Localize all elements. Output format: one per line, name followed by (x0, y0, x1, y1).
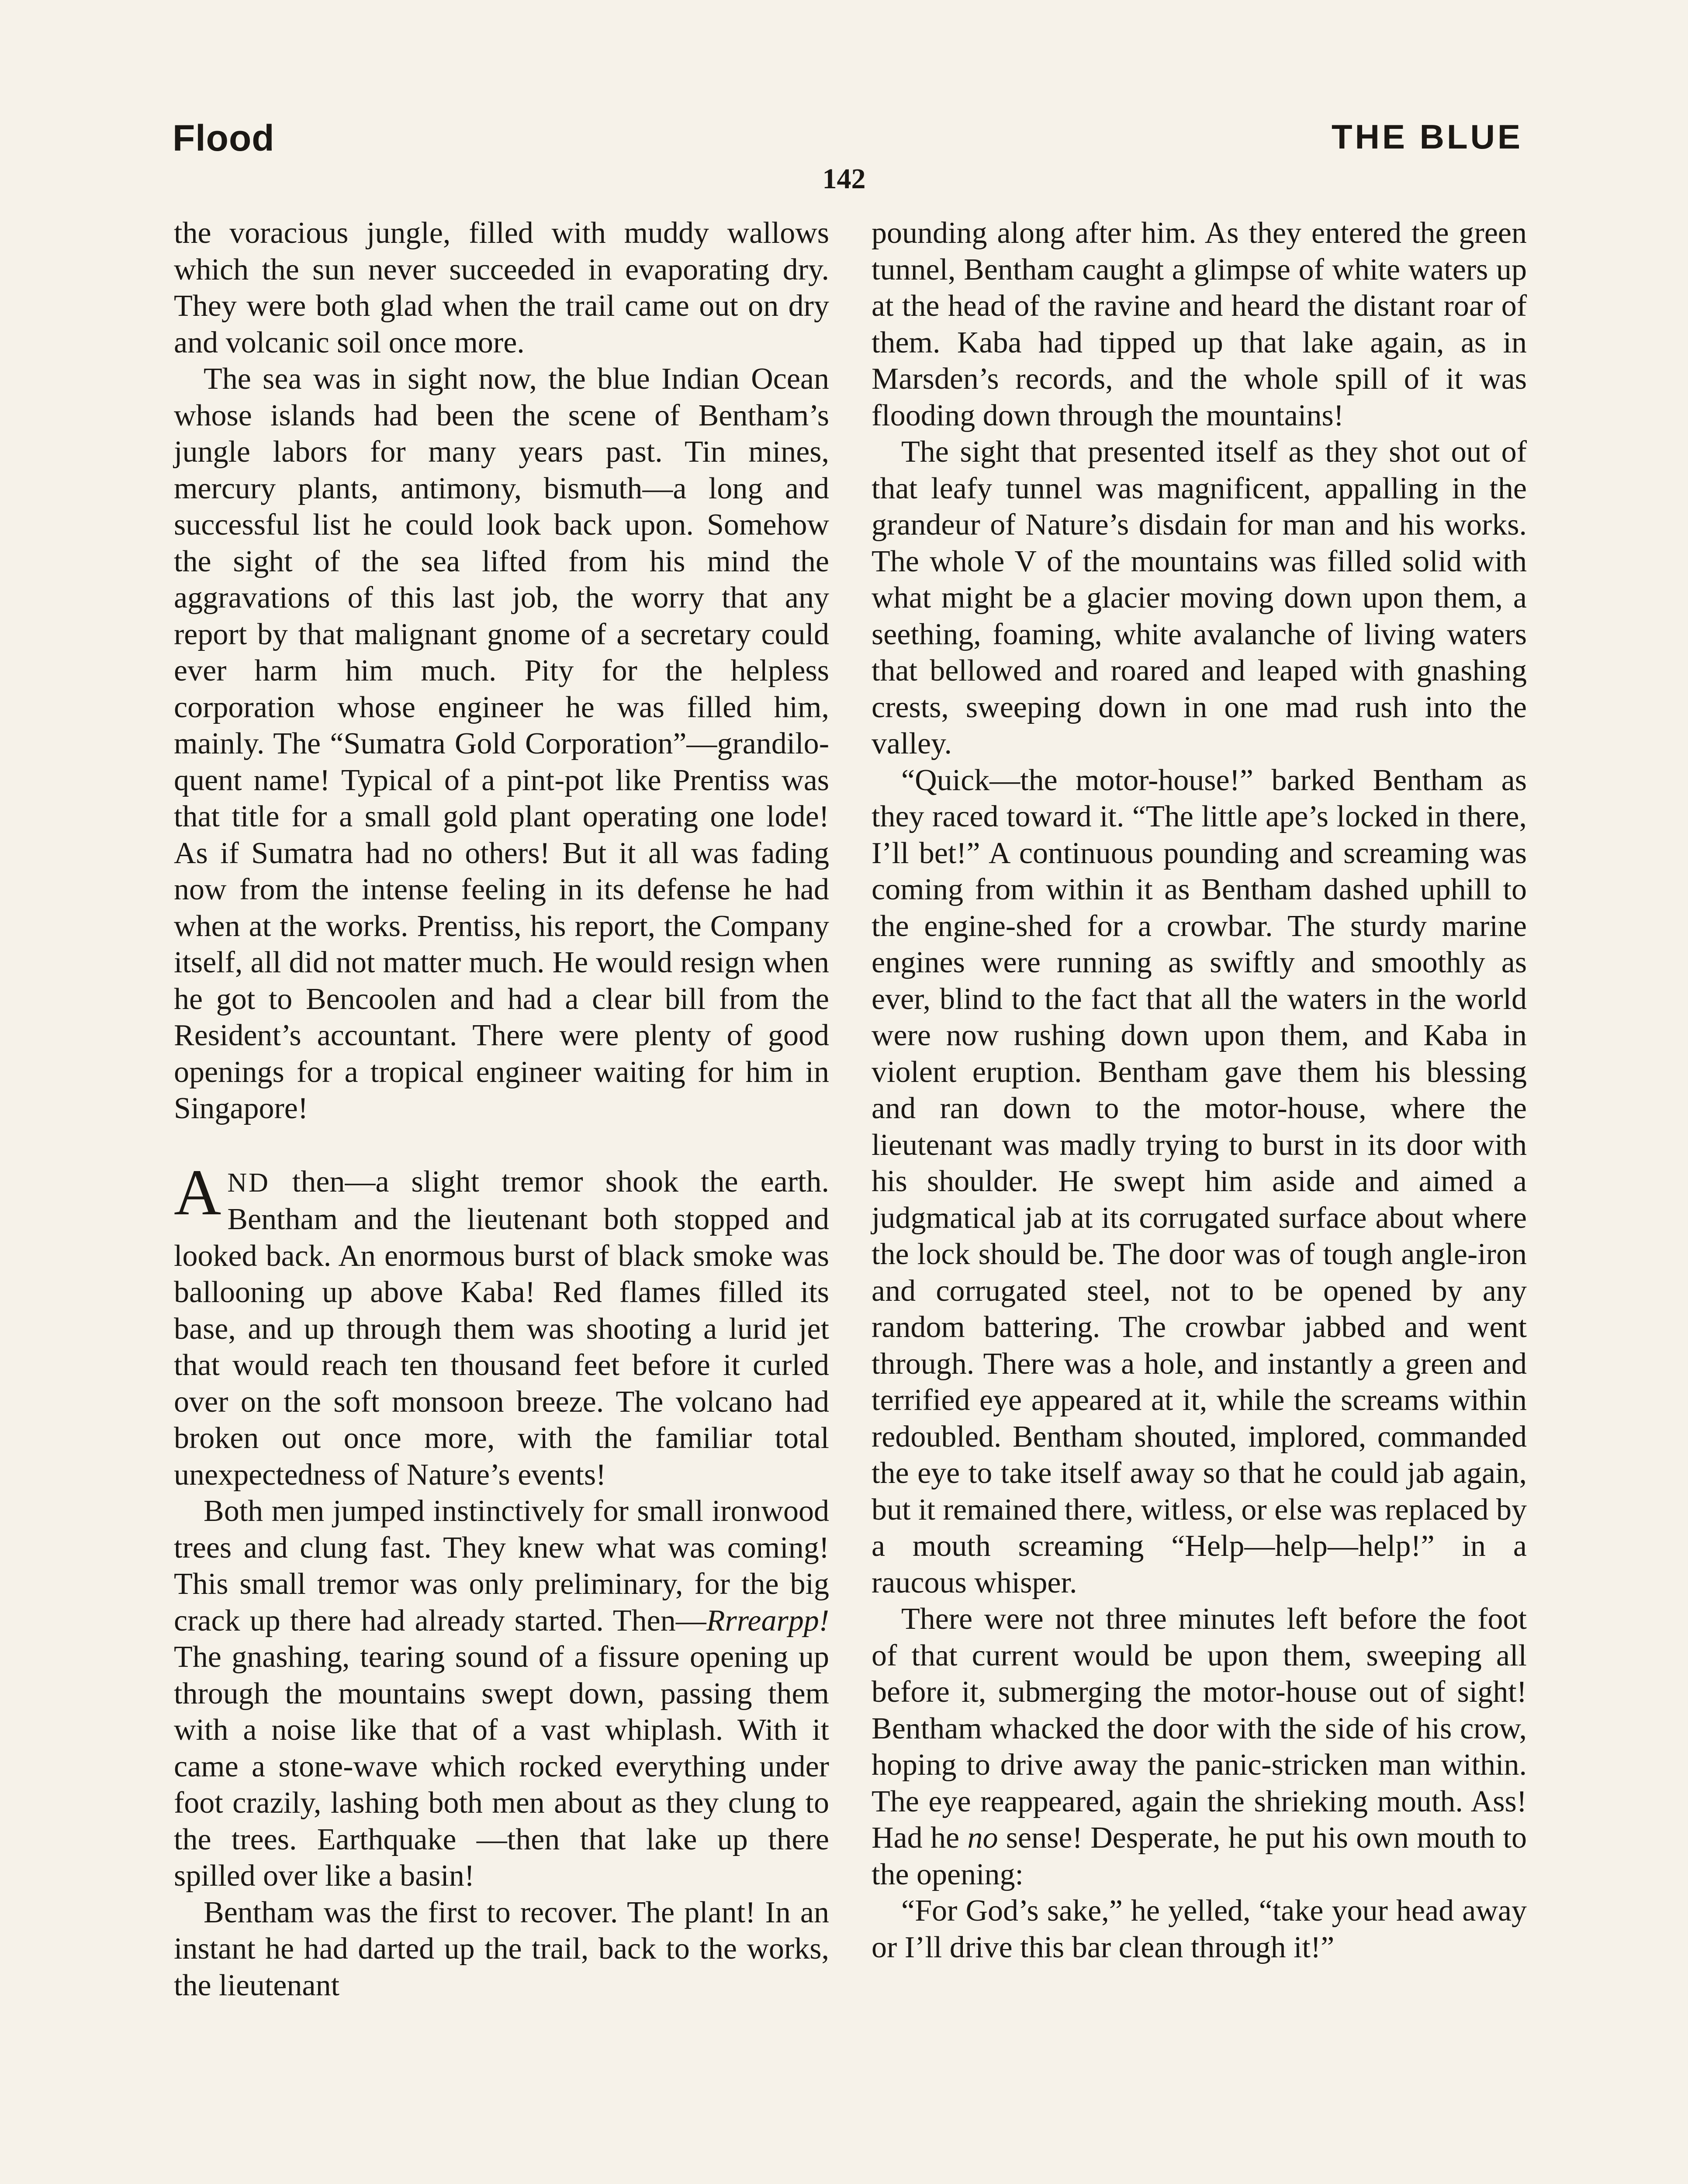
paragraph: The sight that presented itself as they shot out of that leafy tunnel was magnificent, appalling in the grandeur of Nature’s disdain for man and his works. The whole V of the mountains was filled solid with what might be a glacier moving down upon them, a seething, foaming, white avalanche of living waters that bellowed and roared and leaped with gnashing crests, sweeping down in one mad rush into the valley. (872, 435, 1527, 760)
paragraph-text: Both men jumped instinctively for small ironwood trees and clung fast. They knew what was coming! This small tremor was only preliminary, for the big crack up there had already started. Then— (174, 1494, 829, 1638)
smallcaps-lead: ND (227, 1168, 270, 1198)
paragraph: the voracious jungle, filled with muddy wallows which the sun never succeeded in evaporating dry. They were both glad when the trail came out on dry and volcanic soil once more. (174, 216, 829, 359)
section-opening-paragraph (174, 1156, 829, 1493)
paragraph: Bentham was the first to recover. The plant! In an instant he had darted up the trail, back to the works, the lieutenant (174, 1895, 829, 2002)
running-head-title: Flood (173, 117, 275, 159)
drop-cap: A (174, 1156, 221, 1229)
left-column (174, 215, 829, 2004)
italic-emphasis: no (967, 1821, 998, 1855)
paragraph-text: The gnashing, tearing sound of a fissure opening up through the mountains swept down, passing them with a noise like that of a vast whiplash. With it came a stone-wave which rocked everything under foot crazily, lashing both men about as they clung to the trees. Earthquake —then that lake up there spilled over like a basin! (174, 1640, 829, 1893)
paragraph: “Quick—the motor-house!” barked Bentham as they raced toward it. “The little ape’s locked in there, I’ll bet!” A continuous pounding and screaming was coming from within it as Bentham dashed uphill to the engine-shed for a crowbar. The sturdy marine engines were running as swiftly and smoothly as ever, blind to the fact that all the waters in the world were now rushing down upon them, and Kaba in violent eruption. Bentham gave them his blessing and ran down to the motor-house, where the lieutenant was madly trying to burst in its door with his shoulder. He swept him aside and aimed a judgmatical jab at its corrugated surface about where the lock should be. The door was of tough angle-iron and corrugated steel, not to be opened by any random battering. The crowbar jabbed and went through. There was a hole, and instantly a green and terrified eye appeared at it, while the screams within redoubled. Bentham shouted, implored, commanded the eye to take itself away so that he could jab again, but it remained there, witless, or else was replaced by a mouth screaming “Help—help—help!” in a raucous whisper. (872, 763, 1527, 1600)
paragraph-text: sense! Desperate, he put his own mouth to the opening: (872, 1821, 1527, 1891)
running-head-magazine: THE BLUE (1332, 117, 1523, 156)
right-column (872, 215, 1527, 1966)
paragraph-text: There were not three minutes left before the foot of that current would be upon them, sweeping all before it, submerging the motor-house out of sight! Bentham whacked the door with the side of his crow, hoping to drive away the panic-stricken man within. The eye reappeared, again the shrieking mouth. Ass! Had he (872, 1602, 1527, 1855)
paragraph-text: then—a slight tremor shook the earth. Bentham and the lieutenant both stopped and looked back. An enormous burst of black smoke was ballooning up above Kaba! Red flames filled its base, and up through them was shooting a lurid jet that would reach ten thousand feet before it curled over on the soft monsoon breeze. The volcano had broken out once more, with the familiar total unexpectedness of Nature’s events! (174, 1165, 829, 1492)
paragraph: “For God’s sake,” he yelled, “take your head away or I’ll drive this bar clean through it!” (872, 1894, 1527, 1964)
paragraph (174, 1493, 829, 1894)
paragraph: The sea was in sight now, the blue Indian Ocean whose islands had been the scene of Bentham’s jungle labors for many years past. Tin mines, mercury plants, antimony, bismuth—a long and successful list he could look back upon. Somehow the sight of the sea lifted from his mind the aggravations of this last job, the worry that any report by that malignant gnome of a secretary could ever harm him much. Pity for the helpless corporation whose engineer he was filled him, mainly. The “Sumatra Gold Corporation”—grandiloquent name! Typical of a pint-pot like Prentiss was that title for a small gold plant operating one lode! As if Sumatra had no others! But it all was fading now from the intense feeling in its defense he had when at the works. Prentiss, his report, the Company itself, all did not matter much. He would resign when he got to Bencoolen and had a clear bill from the Resident’s accountant. There were plenty of good openings for a tropical engineer waiting for him in Singapore! (174, 362, 829, 1125)
italic-sound: Rrrearpp! (706, 1603, 829, 1638)
page-number: 142 (822, 163, 866, 195)
paragraph: pounding along after him. As they entered the green tunnel, Bentham caught a glimpse of white waters up at the head of the ravine and heard the distant roar of them. Kaba had tipped up that lake again, as in Marsden’s records, and the whole spill of it was flooding down through the mountains! (872, 216, 1527, 432)
paragraph (872, 1601, 1527, 1893)
